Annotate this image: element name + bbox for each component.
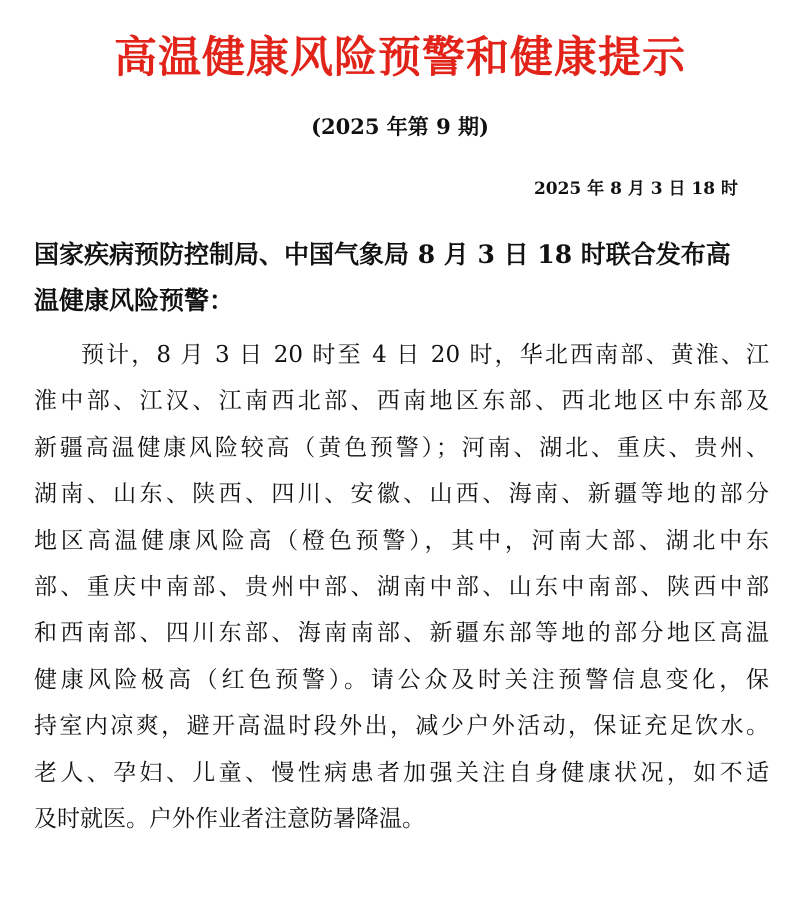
body-line: 持室内凉爽，避开高温时段外出，减少户外活动，保证充足饮水。: [34, 713, 769, 740]
body-line: 新疆高温健康风险较高（黄色预警）；河南、湖北、重庆、贵州、: [34, 434, 769, 461]
body-line: 地区高温健康风险高（橙色预警），其中，河南大部、湖北中东: [34, 527, 769, 554]
issue-number: (2025 年第 9 期): [311, 114, 489, 139]
release-date: 2025 年 8 月 3 日 18 时: [533, 179, 738, 199]
body-line: 老人、孕妇、儿童、慢性病患者加强关注自身健康状况，如不适: [34, 759, 769, 786]
lead-line: 国家疾病预防控制局、中国气象局 8 月 3 日 18 时联合发布高: [34, 240, 731, 269]
document-title: 高温健康风险预警和健康提示: [114, 33, 686, 83]
body-line: 和西南部、四川东部、海南南部、新疆东部等地的部分地区高温: [34, 620, 769, 647]
body-line: 淮中部、江汉、江南西北部、西南地区东部、西北地区中东部及: [34, 388, 769, 415]
lead-line: 温健康风险预警：: [34, 286, 235, 315]
body-line: 及时就医。户外作业者注意防暑降温。: [34, 806, 425, 833]
body-line: 部、重庆中南部、贵州中部、湖南中部、山东中南部、陕西中部: [34, 574, 769, 601]
body-paragraph: [34, 332, 769, 842]
body-line: 湖南、山东、陕西、四川、安徽、山西、海南、新疆等地的部分: [34, 481, 769, 508]
body-line: 预计，8 月 3 日 20 时至 4 日 20 时，华北西南部、黄淮、江: [81, 342, 769, 368]
body-line: 健康风险极高（红色预警）。请公众及时关注预警信息变化，保: [34, 666, 769, 693]
lead-paragraph: [34, 232, 769, 324]
